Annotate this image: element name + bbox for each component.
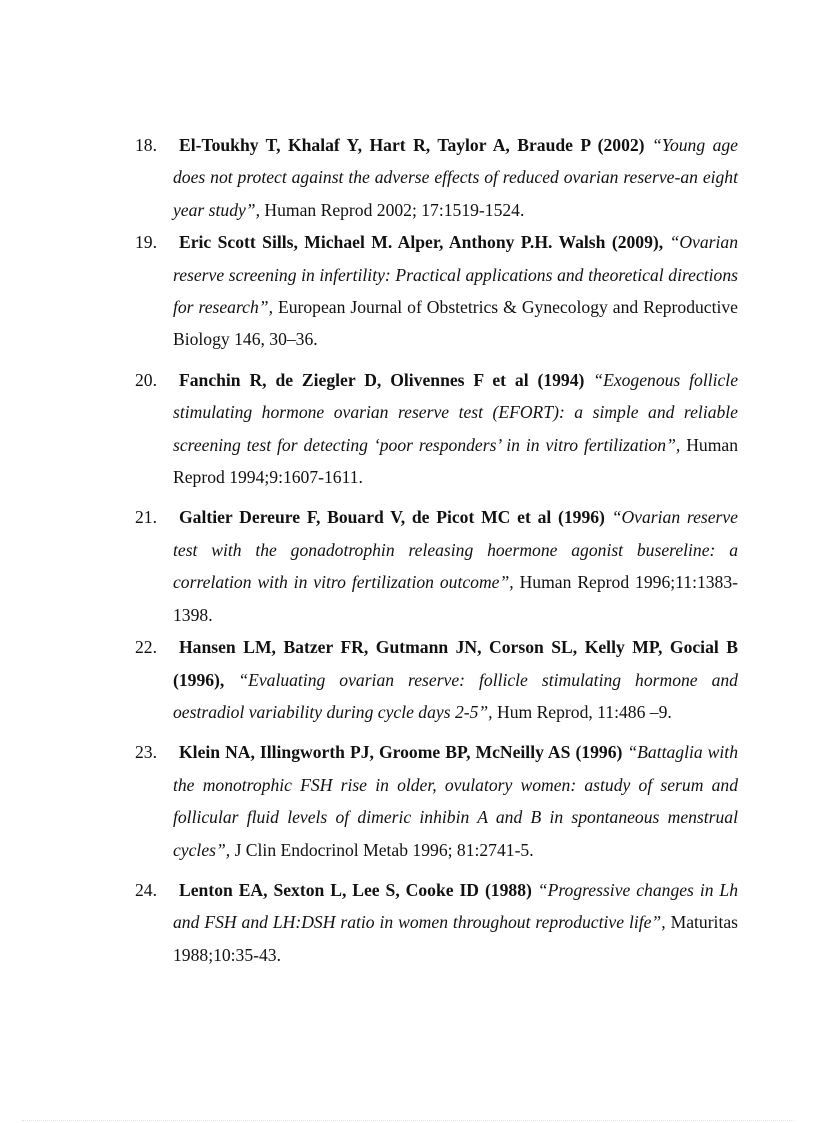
reference-source: European Journal of Obstetrics & Gynecology and Reproductive Biology 146, 30–36. (173, 297, 738, 350)
reference-item-22 (135, 631, 738, 728)
reference-item-21 (135, 501, 738, 631)
reference-item-19 (135, 226, 738, 356)
reference-item-23 (135, 736, 738, 866)
reference-number: 23. (135, 742, 157, 763)
reference-item-18 (135, 129, 738, 226)
reference-source: Human Reprod 1996;11:1383-1398. (173, 572, 738, 625)
reference-source: Human Reprod 2002; 17:1519-1524. (264, 199, 525, 220)
reference-number: 22. (135, 637, 157, 658)
reference-authors: El-Toukhy T, Khalaf Y, Hart R, Taylor A, Braude P (2002) (179, 135, 645, 155)
reference-source: Hum Reprod, 11:486 –9. (496, 701, 672, 722)
reference-authors: Eric Scott Sills, Michael M. Alper, Anthony P.H. Walsh (2009), (179, 232, 664, 253)
reference-number: 19. (135, 232, 157, 253)
reference-authors: Klein NA, Illingworth PJ, Groome BP, McNeilly AS (1996) (179, 742, 623, 763)
reference-title: “Battaglia with the monotrophic FSH rise in older, ovulatory women: astudy of serum and follicular fluid levels of dimeric inhibin A and B in spontaneous menstrual cycles”, (173, 742, 738, 860)
page-boundary (22, 1120, 794, 1121)
reference-authors: Galtier Dereure F, Bouard V, de Picot MC et al (1996) (179, 507, 605, 528)
reference-title: “Young age does not protect against the adverse effects of reduced ovarian reserve-an eight year study”, (173, 135, 738, 220)
reference-title: “Ovarian reserve screening in infertility: Practical applications and theoretical directions for research”, (173, 232, 738, 318)
reference-number: 20. (135, 369, 157, 390)
reference-item-20 (135, 364, 738, 494)
reference-title: “Exogenous follicle stimulating hormone ovarian reserve test (EFORT): a simple and reliable screening test for detecting ‘poor responders’ in in vitro fertilization”, (173, 369, 738, 455)
reference-source: Maturitas 1988;10:35-43. (173, 912, 738, 965)
reference-title: “Evaluating ovarian reserve: follicle stimulating hormone and oestradiol variability during cycle days 2-5”, (173, 669, 738, 722)
reference-item-24 (135, 874, 738, 971)
reference-source: J Clin Endocrinol Metab 1996; 81:2741-5. (234, 839, 534, 860)
reference-number: 18. (135, 135, 157, 155)
reference-number: 24. (135, 879, 157, 900)
reference-title: “Progressive changes in Lh and FSH and LH:DSH ratio in women throughout reproductive life”, (173, 879, 739, 933)
reference-authors: Hansen LM, Batzer FR, Gutmann JN, Corson SL, Kelly MP, Gocial B (1996), (173, 637, 738, 690)
reference-list (135, 129, 738, 971)
reference-authors: Fanchin R, de Ziegler D, Olivennes F et al (1994) (179, 369, 585, 390)
reference-source: Human Reprod 1994;9:1607-1611. (173, 434, 738, 488)
reference-number: 21. (135, 507, 157, 528)
reference-title: “Ovarian reserve test with the gonadotrophin releasing hoermone agonist busereline: a correlation with in vitro fertilization outcome”, (173, 507, 738, 593)
reference-authors: Lenton EA, Sexton L, Lee S, Cooke ID (1988) (179, 879, 532, 900)
